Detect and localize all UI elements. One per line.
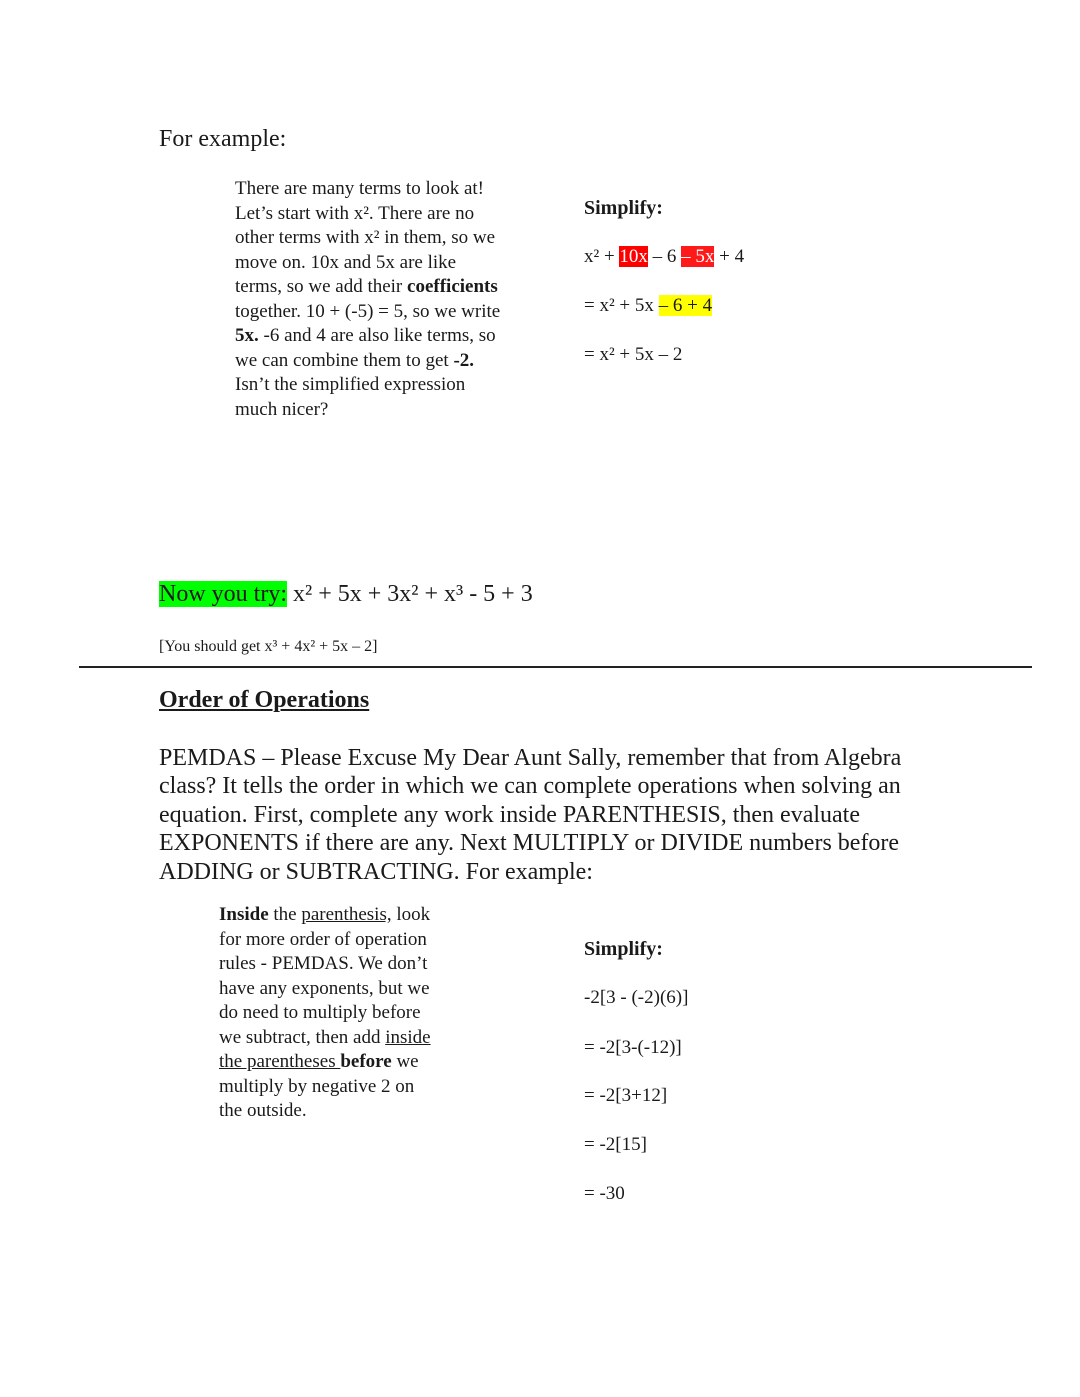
explanation-bold-5x: 5x.: [235, 325, 259, 346]
explanation-bold-inside: Inside: [219, 904, 269, 925]
example1-step-3: = x² + 5x – 2: [584, 344, 683, 365]
horizontal-divider: [79, 666, 1032, 668]
highlight-minus-5x: – 5x: [681, 246, 715, 267]
explanation-text: we multiply by negative 2 on the outside.: [219, 1051, 419, 1121]
explanation-text: the: [268, 904, 302, 925]
explanation-bold-coefficients: coefficients: [407, 276, 498, 297]
highlight-10x: 10x: [619, 246, 648, 267]
simplify-label-2: Simplify:: [584, 938, 663, 960]
example2-step-3: = -2[3+12]: [584, 1085, 668, 1106]
now-you-try-answer: [You should get x³ + 4x² + 5x – 2]: [159, 638, 378, 655]
example2-step-2: = -2[3-(-12)]: [584, 1037, 682, 1058]
explanation-text: -6 and 4 are also like terms, so we can combine them to get: [235, 325, 496, 371]
pemdas-paragraph: PEMDAS – Please Excuse My Dear Aunt Sally, remember that from Algebra class? It tells the order in which we can complete operations when solving an equation. First, complete any work inside PARENTHESIS, then evaluate EXPONENTS if there are any. Next MULTIPLY or DIVIDE numbers before ADDING or SUBTRACTING. For example:: [159, 745, 902, 885]
step-text: – 6: [647, 246, 682, 267]
example1-step-2: [584, 295, 712, 317]
example1-step-1: [584, 246, 744, 268]
step-text: x² +: [584, 246, 620, 267]
section-title: Order of Operations: [159, 687, 370, 713]
explanation-underline-parenthesis: parenthesis,: [301, 904, 392, 925]
example1-explanation: [235, 177, 505, 422]
example-heading: For example:: [159, 126, 287, 152]
example2-step-4: = -2[15]: [584, 1134, 647, 1155]
now-you-try: [159, 581, 533, 608]
explanation-bold-minus2: -2.: [453, 349, 475, 371]
explanation-text: together. 10 + (-5) = 5, so we write: [235, 300, 501, 322]
example2-step-1: -2[3 - (-2)(6)]: [584, 987, 689, 1008]
explanation-text: Isn’t the simplified expression much nicer?: [235, 374, 466, 420]
step-text: = x² + 5x: [584, 295, 659, 316]
explanation-underline-inside-parentheses: inside the parentheses: [219, 1026, 431, 1072]
now-you-try-expression: x² + 5x + 3x² + x³ - 5 + 3: [287, 581, 533, 607]
highlight-constants: – 6 + 4: [658, 295, 713, 316]
example2-step-5: = -30: [584, 1183, 625, 1204]
example2-explanation: [219, 903, 434, 1124]
step-text: + 4: [714, 246, 745, 267]
now-you-try-label: Now you try:: [159, 581, 287, 607]
explanation-text: look for more order of operation rules - PEMDAS. We don’t have any exponents, but we do need to multiply before we subtract, then add: [219, 904, 431, 1048]
explanation-text: There are many terms to look at! Let’s start with x². There are no other terms with x² in them, so we move on. 10x and 5x are like terms, so we add their: [235, 178, 496, 297]
explanation-bold-before: before: [340, 1051, 392, 1072]
simplify-label-1: Simplify:: [584, 197, 663, 219]
